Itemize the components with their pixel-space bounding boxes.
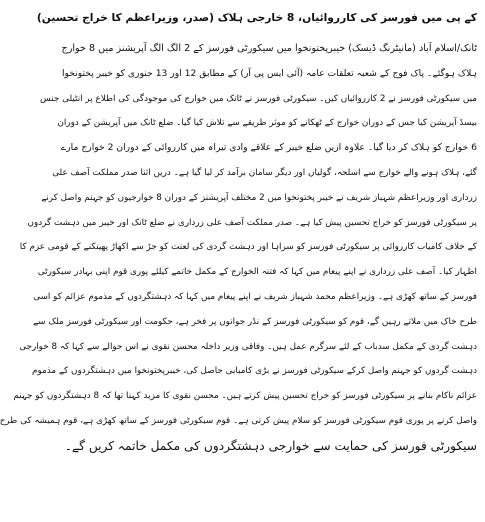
article-line: ہلاک ہوگئے۔ پاک فوج کے شعبہ تعلقات عامہ (آئی ایس پی آر) کے مطابق 12 اور 13 جنوری کو خیبر پختونخوا <box>61 67 477 79</box>
article-line: بیسڈ آپریشن کیا جس کے دوران خوارج کے ٹھکانے کو موثر طریقے سے تلاش کیا گیا۔ ضلع ٹانک میں آپریشن کے دوران <box>57 118 477 129</box>
article-line: واصل کرنے پر پوری قوم سیکورٹی فورسز کو سلام پیش کرتی ہے۔ قوم سیکورٹی فورسز کے ساتھ کھڑی ہے، قوم ہمیشہ کی طرح <box>0 415 477 426</box>
article-line: عزائم ناکام بنانے پر سیکورٹی فورسز کو خراج تحسین پیش کرتے ہیں۔ محسن نقوی کا مزید کہنا تھا کہ 8 دہشتگردوں کو جہنم <box>13 391 477 402</box>
article-line: طرح خاک میں ملاتے رہیں گے، قوم کو سیکورٹی فورسز کے نڈر جوانوں پر فخر ہے، حکومت اور سیکورٹی فورسز ملک سے <box>33 316 477 327</box>
article-headline: کے پی میں فورسز کی کارروائیاں، 8 خارجی ہلاک (صدر، وزیراعظم کا خراج تحسین) <box>36 11 477 24</box>
article-line: پر سیکورٹی فورسز کو خراج تحسین پیش کیا ہے۔ صدر مملکت آصف علی زرداری نے ضلع ٹانک اور خیبر میں دہشت گردوں <box>27 217 477 228</box>
article-line: سیکورٹی فورسز کی حمایت سے خوارجی دہشتگردوں کی مکمل خاتمہ کریں گے۔ <box>64 438 477 453</box>
article-line: اظہار کیا۔ آصف علی زرداری نے اپنے پیغام میں کہا کہ فتنہ الخوارج کے مکمل خاتمے کیلئے پوری قوم اپنی بہادر سیکورٹی <box>37 267 477 278</box>
article-line: دہشت گردوں کو جہنم واصل کرکے سیکورٹی فورسز نے بڑی کامیابی حاصل کی، خیبرپختونخوا میں دہشتگردوں کے مذموم <box>32 366 477 377</box>
article-line: 6 خوارج کو ہلاک کر دیا گیا۔ علاوہ ازیں ضلع خیبر کے علاقے وادی تیراہ میں کارروائی کے دوران 2 خوارج مارے <box>60 142 477 154</box>
article-line: دہشت گردی کے مکمل سدباب کے لئے سرگرم عمل ہیں۔ وفاقی وزیر داخلہ محسن نقوی نے اس حوالے سے کہا کہ 8 خوارجی <box>19 341 477 352</box>
article-line: گئے، ہلاک ہونے والے خوارج سے اسلحہ، گولیاں اور دیگر سامان برآمد کر لیا گیا ہے۔ دریں اثنا صدر مملکت آصف علی <box>52 167 477 178</box>
article-line: کے خلاف کامیاب کارروائی پر سیکورٹی فورسز کو سراہا اور دہشت گردی کی لعنت کو جڑ سے اکھاڑ پھینکنے کے قومی عزم کا <box>19 242 477 253</box>
article-body <box>0 37 477 459</box>
article-line: فورسز کے ساتھ کھڑی ہے۔ وزیراعظم محمد شہباز شریف نے اپنے پیغام میں کہا کہ دہشتگردوں کے مذموم عزائم کو اسی <box>33 291 477 302</box>
article-line: ٹانک/اسلام آباد (مانیٹرنگ ڈیسک) خیبرپختونخوا میں سیکورٹی فورسز کے 2 الگ الگ آپریشنز میں 8 خوارج <box>61 43 477 54</box>
article-line: زرداری اور وزیراعظم شہباز شریف نے خیبر پختونخوا میں 2 مختلف آپریشنز کے دوران 8 خوارجیوں کو جہنم واصل کرنے <box>41 192 477 203</box>
article-line: میں سیکورٹی فورسز نے 2 کارروائیاں کیں۔ سیکورٹی فورسز نے ٹانک میں خوارج کی موجودگی کی اطلاع پر انٹیلی جنس <box>40 93 477 104</box>
